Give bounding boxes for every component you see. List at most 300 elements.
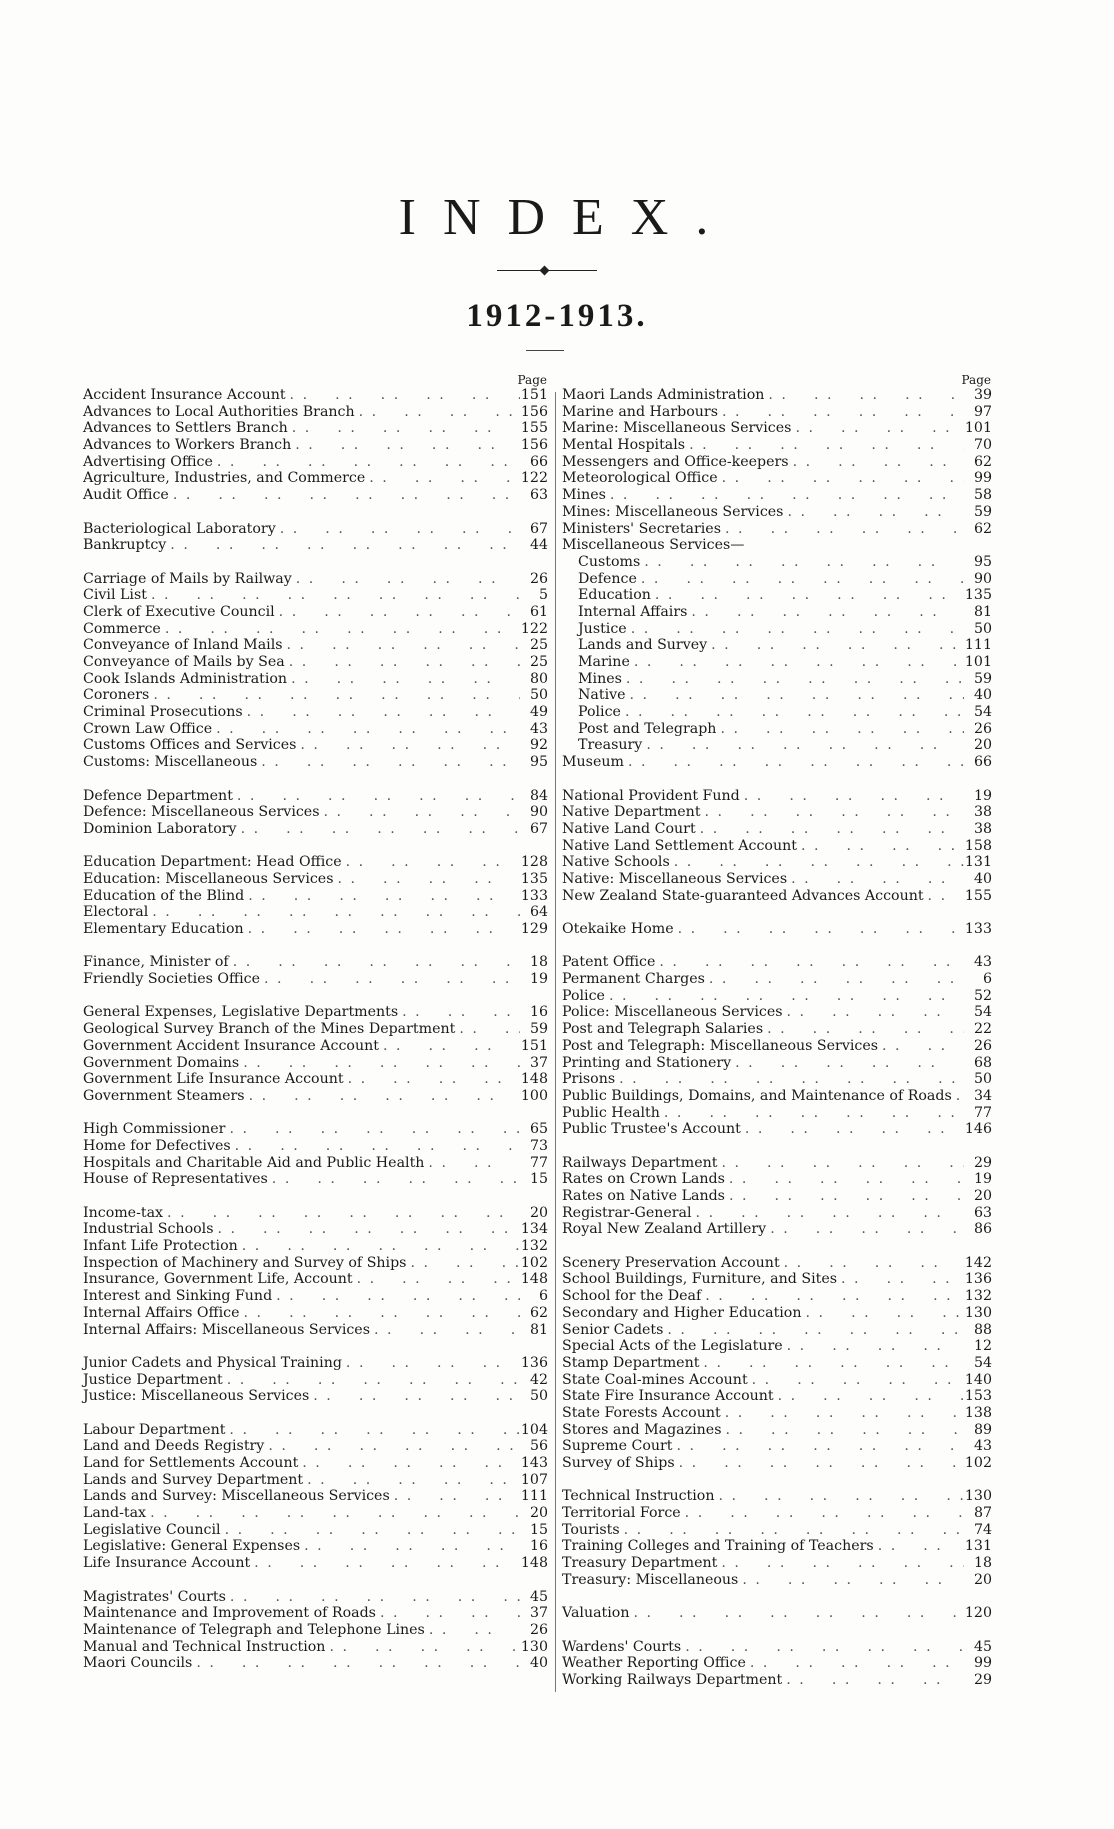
dot-leader [300,1538,520,1555]
index-entry [562,1221,992,1238]
entry-page-number: 134 [520,1221,548,1238]
entry-title: Crown Law Office [83,720,213,737]
dot-leader [238,1238,520,1255]
index-entry [83,971,548,988]
entry-page-number: 153 [964,1388,992,1405]
index-entry [562,838,992,855]
entry-page-number: 20 [529,1505,548,1522]
index-entry [562,1405,992,1422]
dot-leader [226,1589,520,1606]
index-entry [83,904,548,921]
entry-page-number: 20 [973,1571,992,1588]
entry-page-number: 29 [973,1154,992,1171]
dot-leader [725,1188,964,1205]
entry-page-number: 132 [520,1238,548,1255]
dot-leader [244,921,520,938]
entry-page-number: 63 [973,1204,992,1221]
entry-title: New Zealand State-guaranteed Advances Account [562,887,924,904]
dot-leader [783,504,964,521]
entry-title: High Commissioner [83,1121,226,1138]
entry-title: Magistrates' Courts [83,1588,226,1605]
entry-page-number: 34 [973,1087,992,1104]
dot-leader [605,988,964,1005]
entry-title: Customs [578,553,641,570]
entry-page-number: 130 [520,1638,548,1655]
index-entry [83,437,548,454]
entry-title: Criminal Prosecutions [83,704,243,721]
entry-title: State Forests Account [562,1404,721,1421]
entry-title: Dominion Laboratory [83,820,237,837]
index-entry [83,1305,548,1322]
entry-page-number: 26 [529,570,548,587]
dot-leader [379,1038,520,1055]
dot-leader [406,1255,520,1272]
index-entry [83,1038,548,1055]
index-entry [83,621,548,638]
entry-title: Native [578,687,626,704]
index-subentry [562,554,992,571]
entry-page-number: 19 [973,1171,992,1188]
index-entry [83,1605,548,1622]
dot-leader [764,387,964,404]
index-entry [562,454,992,471]
entry-page-number: 133 [520,887,548,904]
entry-page-number: 49 [529,704,548,721]
entry-title: Native: Miscellaneous Services [562,870,788,887]
entry-page-number: 86 [973,1221,992,1238]
index-entry [562,971,992,988]
entry-title: Lands and Survey [578,637,708,654]
dot-leader [148,904,520,921]
dot-leader [606,487,964,504]
index-entry [83,1071,548,1088]
entry-page-number: 58 [973,487,992,504]
entry-title: Mines [562,487,606,504]
dot-leader [146,1505,520,1522]
index-entry [83,1221,548,1238]
entry-page-number: 131 [964,1538,992,1555]
entry-page-number: 50 [973,620,992,637]
entry-page-number: 128 [520,854,548,871]
entry-title: Native Department [562,804,701,821]
index-column-left [83,374,548,1672]
page-column-heading: Page [961,373,991,387]
entry-title: Survey of Ships [562,1455,675,1471]
entry-page-number: 129 [520,921,548,937]
entry-title: Registrar-General [562,1204,692,1221]
dot-leader [701,804,964,821]
entry-title: Police: Miscellaneous Services [562,1004,783,1021]
section-gap [83,554,548,571]
entry-page-number: 136 [964,1271,992,1288]
section-gap [562,1622,992,1639]
entry-title: Otekaike Home [562,921,674,937]
dot-leader [797,838,964,855]
entry-page-number: 59 [973,670,992,687]
index-entry [83,1522,548,1539]
entry-title: Post and Telegraph Salaries [562,1021,764,1038]
entry-page-number: 90 [529,804,548,821]
dot-leader [741,1121,964,1138]
entry-page-number: 12 [973,1338,992,1355]
index-entry [562,437,992,454]
dot-leader [687,604,964,621]
entry-title: Maori Councils [83,1655,193,1672]
entry-page-number: 20 [973,1188,992,1204]
entry-page-number: 70 [973,437,992,454]
entry-title: Advances to Local Authorities Branch [83,403,355,420]
index-entry [562,1372,992,1389]
entry-title: Railways Department [562,1154,718,1171]
entry-page-number: 95 [973,553,992,570]
entry-title: Government Domains [83,1054,240,1071]
index-entry [562,1422,992,1439]
entry-title: Carriage of Mails by Railway [83,570,292,587]
entry-title: Lands and Survey: Miscellaneous Services [83,1488,390,1505]
entry-page-number: 148 [520,1271,548,1288]
index-entry [562,1522,992,1539]
index-entry [83,1488,548,1505]
entry-title: Insurance, Government Life, Account [83,1271,353,1288]
dot-leader [342,1355,520,1372]
dot-leader [231,1138,520,1155]
entry-page-number: 15 [529,1521,548,1538]
entry-page-number: 73 [529,1137,548,1154]
dot-leader [264,1438,520,1455]
index-entry [83,1322,548,1339]
entry-page-number: 67 [529,520,548,537]
entry-page-number: 111 [964,637,992,654]
entry-page-number: 43 [973,1438,992,1455]
index-entry [562,1255,992,1272]
index-subentry [562,687,992,704]
index-entry [83,721,548,738]
entry-page-number: 101 [964,654,992,670]
entry-page-number: 40 [529,1655,548,1672]
dot-leader [681,1505,964,1522]
entry-page-number: 25 [529,637,548,654]
entry-title: Defence [578,570,637,587]
dot-leader [163,1205,520,1222]
entry-title: Treasury Department [562,1555,718,1572]
index-entry [562,1672,992,1689]
entry-title: Maori Lands Administration [562,387,765,403]
dot-leader [276,521,520,538]
index-entry [83,404,548,421]
index-entry [562,888,992,905]
dot-leader [225,1121,520,1138]
entry-title: Customs: Miscellaneous [83,754,258,771]
dot-leader [952,1088,964,1105]
dot-leader [718,470,964,487]
dot-leader [663,1322,964,1339]
dot-leader [424,1155,520,1172]
dot-leader [717,1155,964,1172]
entry-title: Friendly Societies Office [83,971,260,988]
index-entry [83,871,548,888]
entry-page-number: 54 [973,1004,992,1021]
entry-title: Public Trustee's Account [562,1121,741,1138]
dot-leader [707,637,964,654]
entry-title: Life Insurance Account [83,1555,251,1572]
index-subentry [562,671,992,688]
section-gap [562,938,992,955]
entry-page-number: 97 [973,403,992,420]
section-gap [562,1238,992,1255]
dot-leader [701,1288,964,1305]
section-gap [83,1338,548,1355]
section-gap [83,504,548,521]
index-entry [562,1288,992,1305]
entry-title: Mines [578,670,622,687]
dot-leader [731,1055,964,1072]
dot-leader [233,788,520,805]
entry-page-number: 135 [964,587,992,604]
dot-leader [376,1605,520,1622]
entry-page-number: 142 [964,1254,992,1271]
entry-page-number: 38 [973,820,992,837]
index-entry [83,1655,548,1672]
dot-leader [213,454,520,471]
entry-title: Stamp Department [562,1354,700,1371]
index-entry [562,387,992,404]
entry-page-number: 16 [529,1004,548,1021]
entry-title: Royal New Zealand Artillery [562,1221,767,1238]
entry-title: Messengers and Office-keepers [562,453,789,470]
entry-title: Justice: Miscellaneous Services [83,1388,310,1405]
dot-leader [257,754,520,771]
entry-page-number: 37 [529,1605,548,1622]
dot-leader [783,1004,964,1021]
entry-page-number: 25 [529,654,548,670]
dot-leader [783,1338,964,1355]
dot-leader [802,1305,965,1322]
index-entry [562,1639,992,1656]
section-gap [83,1405,548,1422]
diamond-icon [540,266,550,276]
entry-title: Senior Cadets [562,1321,664,1338]
dot-leader [630,654,964,671]
entry-page-number: 101 [964,420,992,437]
index-entry [83,1121,548,1138]
entry-title: Post and Telegraph: Miscellaneous Services [562,1037,879,1054]
section-gap [562,1472,992,1489]
index-subentry [562,571,992,588]
dot-leader [774,1388,964,1405]
index-entry [562,504,992,521]
entry-page-number: 59 [973,503,992,520]
index-years: 1912-1913. [466,298,648,334]
entry-page-number: 50 [529,1388,548,1405]
index-entry [562,1305,992,1322]
dot-leader [212,721,520,738]
dot-leader [642,737,964,754]
dot-leader [244,888,520,905]
index-entry [83,1055,548,1072]
dot-leader [675,1455,964,1472]
index-entry [562,1455,992,1472]
entry-title: Police [578,704,621,721]
entry-page-number: 16 [529,1538,548,1555]
entry-title: Museum [562,754,624,771]
index-entry [83,1088,548,1105]
entry-page-number: 158 [964,837,992,854]
entry-title: Maintenance of Telegraph and Telephone Lines [83,1621,425,1638]
dot-leader [298,1455,520,1472]
entry-title: Home for Defectives [83,1137,231,1154]
dot-leader [721,1405,964,1422]
index-entry [83,604,548,621]
entry-title: Police [562,987,605,1004]
dot-leader [629,1605,964,1622]
index-entry [83,1505,548,1522]
index-entry [562,1505,992,1522]
index-column-right [562,374,992,1689]
entry-page-number: 143 [520,1455,548,1471]
index-entry [562,1605,992,1622]
entry-title: Marine [578,654,630,670]
entry-page-number: 62 [973,520,992,537]
dot-leader [285,654,520,671]
dot-leader [161,621,520,638]
index-title: INDEX. [398,189,736,246]
dot-leader [878,1038,964,1055]
dot-leader [789,454,964,471]
entry-page-number: 26 [973,1037,992,1054]
entry-title: Legislative Council [83,1521,221,1538]
entry-title: Junior Cadets and Physical Training [83,1354,342,1371]
index-entry [562,1188,992,1205]
entry-title: Conveyance of Inland Mails [83,637,283,654]
dot-leader [837,1271,964,1288]
entry-page-number: 99 [973,1655,992,1672]
entry-title: Stores and Magazines [562,1421,722,1438]
entry-title: Public Buildings, Domains, and Maintenance of Roads [562,1087,952,1104]
dot-leader [303,1472,520,1489]
dot-leader [309,1388,520,1405]
index-entry [83,888,548,905]
dot-leader [699,1355,964,1372]
index-entry [83,1004,548,1021]
entry-title: Valuation [562,1605,630,1622]
index-entry [83,754,548,771]
index-entry [562,1171,992,1188]
entry-title: Defence: Miscellaneous Services [83,804,320,821]
entry-page-number: 43 [529,720,548,737]
index-entry [562,921,992,938]
entry-page-number: 146 [964,1121,992,1138]
index-entry [562,1105,992,1122]
entry-title: Defence Department [83,787,233,804]
index-entry [83,1255,548,1272]
dot-leader [245,1088,520,1105]
dot-leader [874,1538,964,1555]
entry-page-number: 130 [964,1304,992,1321]
entry-page-number: 130 [964,1488,992,1505]
entry-page-number: 50 [529,687,548,704]
entry-title: Justice [578,620,627,637]
index-entry [562,954,992,971]
dot-leader [660,1105,964,1122]
dot-leader [791,420,964,437]
index-entry [562,854,992,871]
entry-page-number: 155 [520,420,548,437]
entry-title: Geological Survey Branch of the Mines Department [83,1021,456,1038]
dot-leader [239,1055,520,1072]
dot-leader [705,971,964,988]
entry-title: Education: Miscellaneous Services [83,870,334,887]
entry-page-number: 131 [964,854,992,871]
dot-leader [696,821,964,838]
dot-leader [283,637,520,654]
entry-title: Coroners [83,687,150,704]
index-entry [562,1322,992,1339]
dot-leader [763,1021,964,1038]
entry-title: Secondary and Higher Education [562,1304,802,1321]
entry-title: State Coal-mines Account [562,1371,748,1388]
index-entry [83,1538,548,1555]
entry-page-number: 19 [529,971,548,988]
entry-page-number: 6 [538,1288,548,1305]
entry-page-number: 84 [529,787,548,804]
entry-page-number: 120 [964,1605,992,1622]
entry-title: Tourists [562,1521,620,1538]
index-entry [562,404,992,421]
entry-title: Meteorological Office [562,470,718,487]
index-entry [562,804,992,821]
index-entry [83,1455,548,1472]
index-entry [562,1088,992,1105]
index-subentry [562,604,992,621]
index-entry [83,1355,548,1372]
dot-leader [670,854,964,871]
dot-leader [272,1288,520,1305]
dot-leader [398,1004,520,1021]
dot-leader [787,871,964,888]
dot-leader [655,954,964,971]
index-entry [83,804,548,821]
index-entry [83,1138,548,1155]
index-entry [562,1655,992,1672]
entry-page-number: 54 [973,704,992,721]
entry-page-number: 77 [529,1154,548,1171]
entry-title: Weather Reporting Office [562,1655,746,1672]
dot-leader [333,871,520,888]
index-entry [83,737,548,754]
entry-title: Mines: Miscellaneous Services [562,503,784,520]
index-subentry [562,654,992,671]
dot-leader [192,1655,520,1672]
entry-page-number: 77 [973,1104,992,1121]
entry-title: Marine: Miscellaneous Services [562,420,792,437]
dot-leader [721,521,964,538]
dot-leader [275,604,520,621]
entry-page-number: 102 [520,1254,548,1271]
index-entry [562,1338,992,1355]
dot-leader [425,1622,520,1639]
index-entry [83,1388,548,1405]
dot-leader [622,671,964,688]
index-entry [83,637,548,654]
section-gap [83,988,548,1005]
index-entry [83,788,548,805]
index-entry [562,1355,992,1372]
index-entry [562,1121,992,1138]
dot-leader [716,721,964,738]
index-entry [562,1004,992,1021]
entry-title: Marine and Harbours [562,403,718,420]
section-gap [83,771,548,788]
